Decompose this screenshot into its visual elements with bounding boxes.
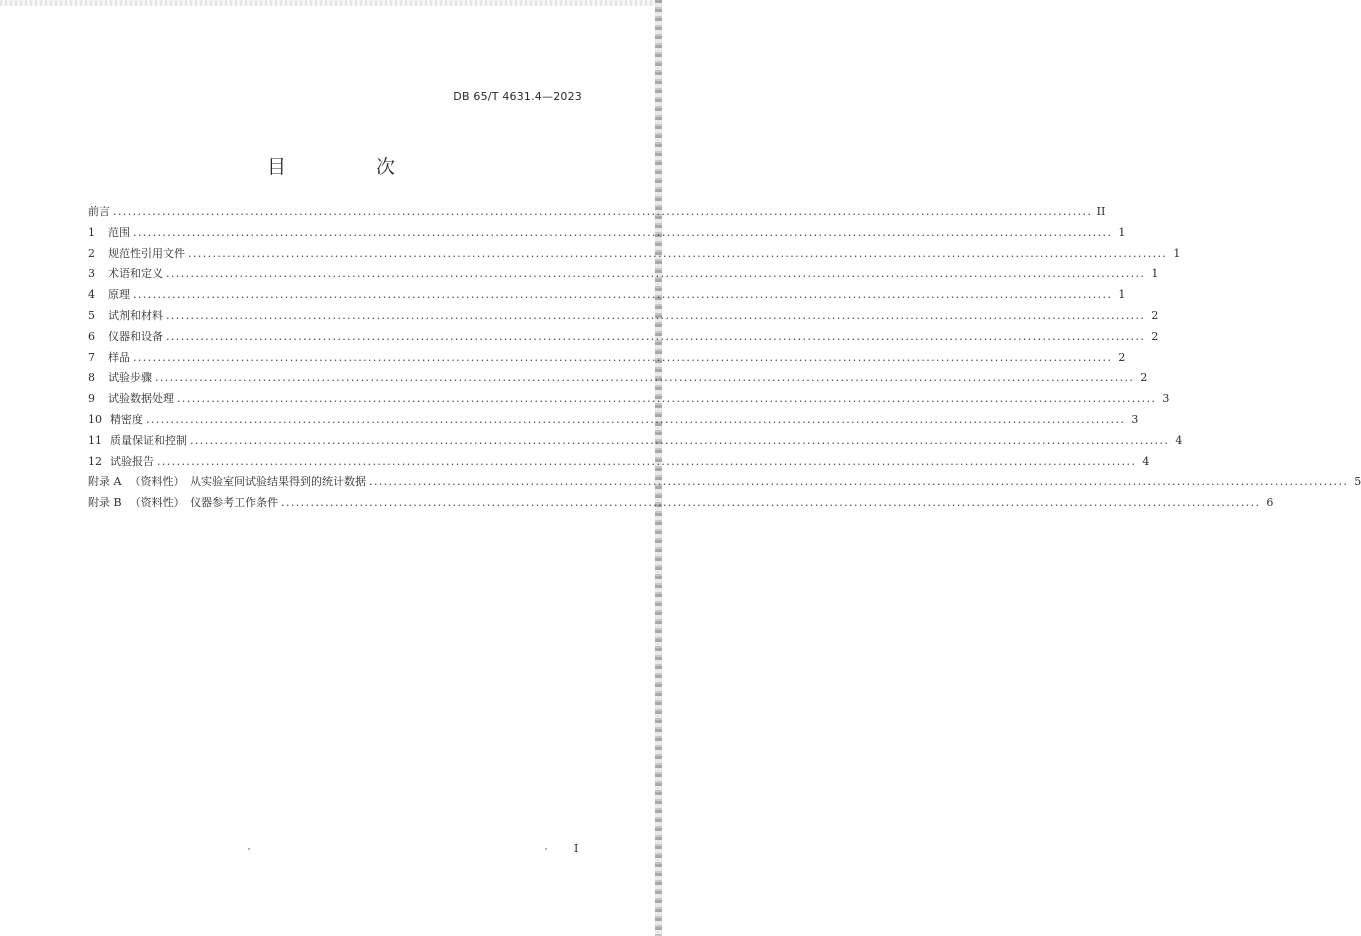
dot-leader: ........................................................................................................................................................................................................	[146, 412, 1126, 426]
toc-entry-page: 5	[1354, 475, 1361, 489]
toc-entry-number: 7	[88, 350, 95, 364]
standard-number: DB 65/T 4631.4—2023	[453, 90, 582, 103]
toc-entry[interactable]	[88, 433, 1183, 455]
dot-leader: ........................................................................................................................................................................................................	[157, 454, 1137, 468]
toc-entry-page: 3	[1162, 392, 1170, 406]
toc-entry-page: 2	[1118, 350, 1126, 364]
toc-entry-label: （资料性） 仪器参考工作条件	[129, 496, 279, 510]
table-of-contents	[88, 205, 1361, 517]
toc-entry-number: 12	[88, 454, 102, 468]
dot-leader: ........................................................................................................................................................................................................	[281, 496, 1261, 510]
dot-leader: ........................................................................................................................................................................................................	[166, 267, 1146, 281]
toc-entry-page: 4	[1142, 454, 1150, 468]
toc-entry[interactable]	[88, 454, 1150, 476]
toc-entry-number: 2	[88, 246, 95, 260]
toc-entry-page: 1	[1118, 225, 1126, 239]
scan-speck	[545, 848, 547, 850]
toc-entry[interactable]	[88, 392, 1170, 413]
toc-entry-label: 规范性引用文件	[108, 246, 185, 260]
toc-entry-page: 2	[1151, 329, 1159, 343]
dot-leader: ........................................................................................................................................................................................................	[166, 329, 1146, 343]
dot-leader: ........................................................................................................................................................................................................	[190, 433, 1170, 447]
toc-entry[interactable]	[88, 371, 1148, 392]
toc-entry[interactable]	[88, 475, 1361, 496]
toc-entry[interactable]	[88, 350, 1126, 372]
toc-entry-page: 6	[1266, 496, 1274, 510]
toc-entry-page: 1	[1151, 267, 1159, 281]
toc-entry-number: 5	[88, 308, 95, 322]
toc-entry-label: 前言	[88, 205, 110, 218]
dot-leader: ........................................................................................................................................................................................................	[177, 392, 1157, 406]
toc-entry[interactable]	[88, 205, 1106, 226]
toc-entry-page: II	[1096, 205, 1106, 218]
toc-entry-label: 仪器和设备	[108, 329, 163, 343]
toc-entry-number: 9	[88, 392, 95, 406]
dot-leader: ........................................................................................................................................................................................................	[133, 288, 1113, 302]
toc-entry-label: 试验数据处理	[108, 392, 174, 406]
toc-entry-label: 样品	[108, 350, 130, 364]
toc-entry[interactable]	[88, 246, 1181, 268]
toc-entry[interactable]	[88, 412, 1139, 434]
toc-entry-label: （资料性） 从实验室间试验结果得到的统计数据	[129, 475, 366, 489]
scan-speck	[248, 848, 250, 850]
toc-entry-page: 2	[1140, 371, 1148, 385]
toc-entry-number: 6	[88, 329, 95, 343]
toc-entry-label: 术语和定义	[108, 267, 163, 281]
toc-entry-label: 范围	[108, 225, 130, 239]
toc-entry-number: 4	[88, 288, 95, 302]
toc-entry-page: 2	[1151, 308, 1159, 322]
toc-entry-number: 3	[88, 267, 95, 281]
dot-leader: ........................................................................................................................................................................................................	[133, 225, 1113, 239]
dot-leader: ........................................................................................................................................................................................................	[155, 371, 1135, 385]
toc-entry[interactable]	[88, 288, 1126, 309]
dot-leader: ........................................................................................................................................................................................................	[166, 308, 1146, 322]
toc-entry[interactable]	[88, 308, 1159, 330]
toc-entry[interactable]	[88, 329, 1159, 351]
toc-entry-number: 8	[88, 371, 95, 385]
toc-entry-number: 附录 B	[88, 496, 122, 510]
toc-entry[interactable]	[88, 496, 1274, 517]
toc-entry-number: 附录 A	[88, 475, 122, 489]
dot-leader: ........................................................................................................................................................................................................	[133, 350, 1113, 364]
toc-entry-number: 11	[88, 433, 102, 447]
toc-entry-page: 3	[1131, 412, 1139, 426]
toc-entry-label: 试验步骤	[108, 371, 152, 385]
toc-entry-page: 1	[1118, 288, 1126, 302]
dot-leader: ........................................................................................................................................................................................................	[188, 246, 1168, 260]
page-number: I	[574, 842, 579, 855]
scan-edge-top	[0, 0, 662, 6]
dot-leader: ........................................................................................................................................................................................................	[368, 475, 1349, 489]
toc-entry-label: 试剂和材料	[108, 308, 163, 322]
toc-entry-label: 质量保证和控制	[110, 433, 187, 447]
toc-entry-page: 1	[1173, 246, 1181, 260]
toc-entry[interactable]	[88, 225, 1126, 247]
toc-title: 目 次	[266, 156, 438, 178]
toc-entry-number: 10	[88, 412, 102, 426]
toc-entry-label: 原理	[108, 288, 130, 302]
dot-leader: ........................................................................................................................................................................................................	[113, 205, 1093, 218]
toc-entry-label: 试验报告	[110, 454, 154, 468]
toc-entry-number: 1	[88, 225, 95, 239]
toc-entry-page: 4	[1175, 433, 1183, 447]
toc-entry-label: 精密度	[110, 412, 143, 426]
toc-entry[interactable]	[88, 267, 1159, 288]
